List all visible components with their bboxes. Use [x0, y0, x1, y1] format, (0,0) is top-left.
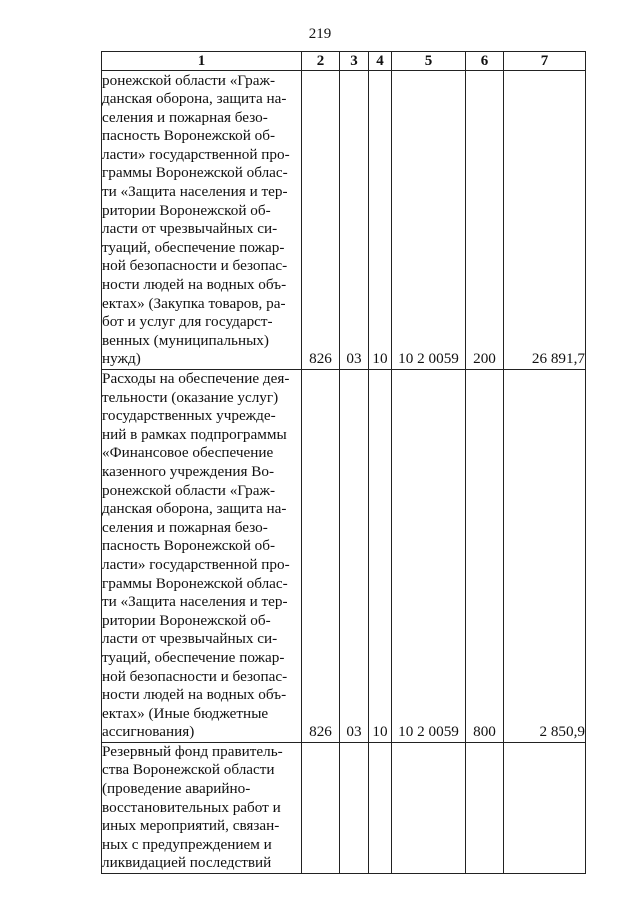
page-number: 219 [308, 26, 332, 42]
row-col3: 03 [340, 370, 369, 743]
row-col2 [302, 742, 340, 873]
column-header-7: 7 [504, 52, 586, 71]
row-description: ронежской области «Граж- данская оборона, защита на- селения и пожарная безо- пасность Воронежской об- ласти» государственной про- граммы Воронежской облас- ти «Защита населения и тер- ритории Воронежской об- ласти от чрезвычайных си- туаций, обеспечение пожар- ной безопасности и безопас- ности людей на водных объ- ектах» (Закупка товаров, ра- бот и услуг для государст- венных (муниципальных) нужд) [102, 71, 302, 370]
column-header-6: 6 [466, 52, 504, 71]
row-col6: 200 [466, 71, 504, 370]
column-header-4: 4 [369, 52, 392, 71]
row-col2: 826 [302, 71, 340, 370]
column-header-5: 5 [392, 52, 466, 71]
budget-table [101, 51, 586, 874]
row-col5: 10 2 0059 [392, 71, 466, 370]
row-col4: 10 [369, 370, 392, 743]
row-col5: 10 2 0059 [392, 370, 466, 743]
row-col4 [369, 742, 392, 873]
row-col3: 03 [340, 71, 369, 370]
row-col4: 10 [369, 71, 392, 370]
row-col7: 26 891,7 [504, 71, 586, 370]
row-col5 [392, 742, 466, 873]
table-row [102, 370, 586, 743]
row-col7: 2 850,9 [504, 370, 586, 743]
row-col3 [340, 742, 369, 873]
row-col7 [504, 742, 586, 873]
column-header-1: 1 [102, 52, 302, 71]
table-row [102, 71, 586, 370]
row-description: Резервный фонд правитель- ства Воронежской области (проведение аварийно- восстановительных работ и иных мероприятий, связан- ных с предупреждением и ликвидацией последствий [102, 742, 302, 873]
column-header-3: 3 [340, 52, 369, 71]
row-col6: 800 [466, 370, 504, 743]
table-row [102, 742, 586, 873]
row-col2: 826 [302, 370, 340, 743]
row-description: Расходы на обеспечение дея- тельности (оказание услуг) государственных учрежде- ний в рамках подпрограммы «Финансовое обеспечение казенного учреждения Во- ронежской области «Граж- данская оборона, защита на- селения и пожарная безо- пасность Воронежской об- ласти» государственной про- граммы Воронежской облас- ти «Защита населения и тер- ритории Воронежской об- ласти от чрезвычайных си- туаций, обеспечение пожар- ной безопасности и безопас- ности людей на водных объ- ектах» (Иные бюджетные ассигнования) [102, 370, 302, 743]
row-col6 [466, 742, 504, 873]
column-header-2: 2 [302, 52, 340, 71]
table-header-row [102, 52, 586, 71]
